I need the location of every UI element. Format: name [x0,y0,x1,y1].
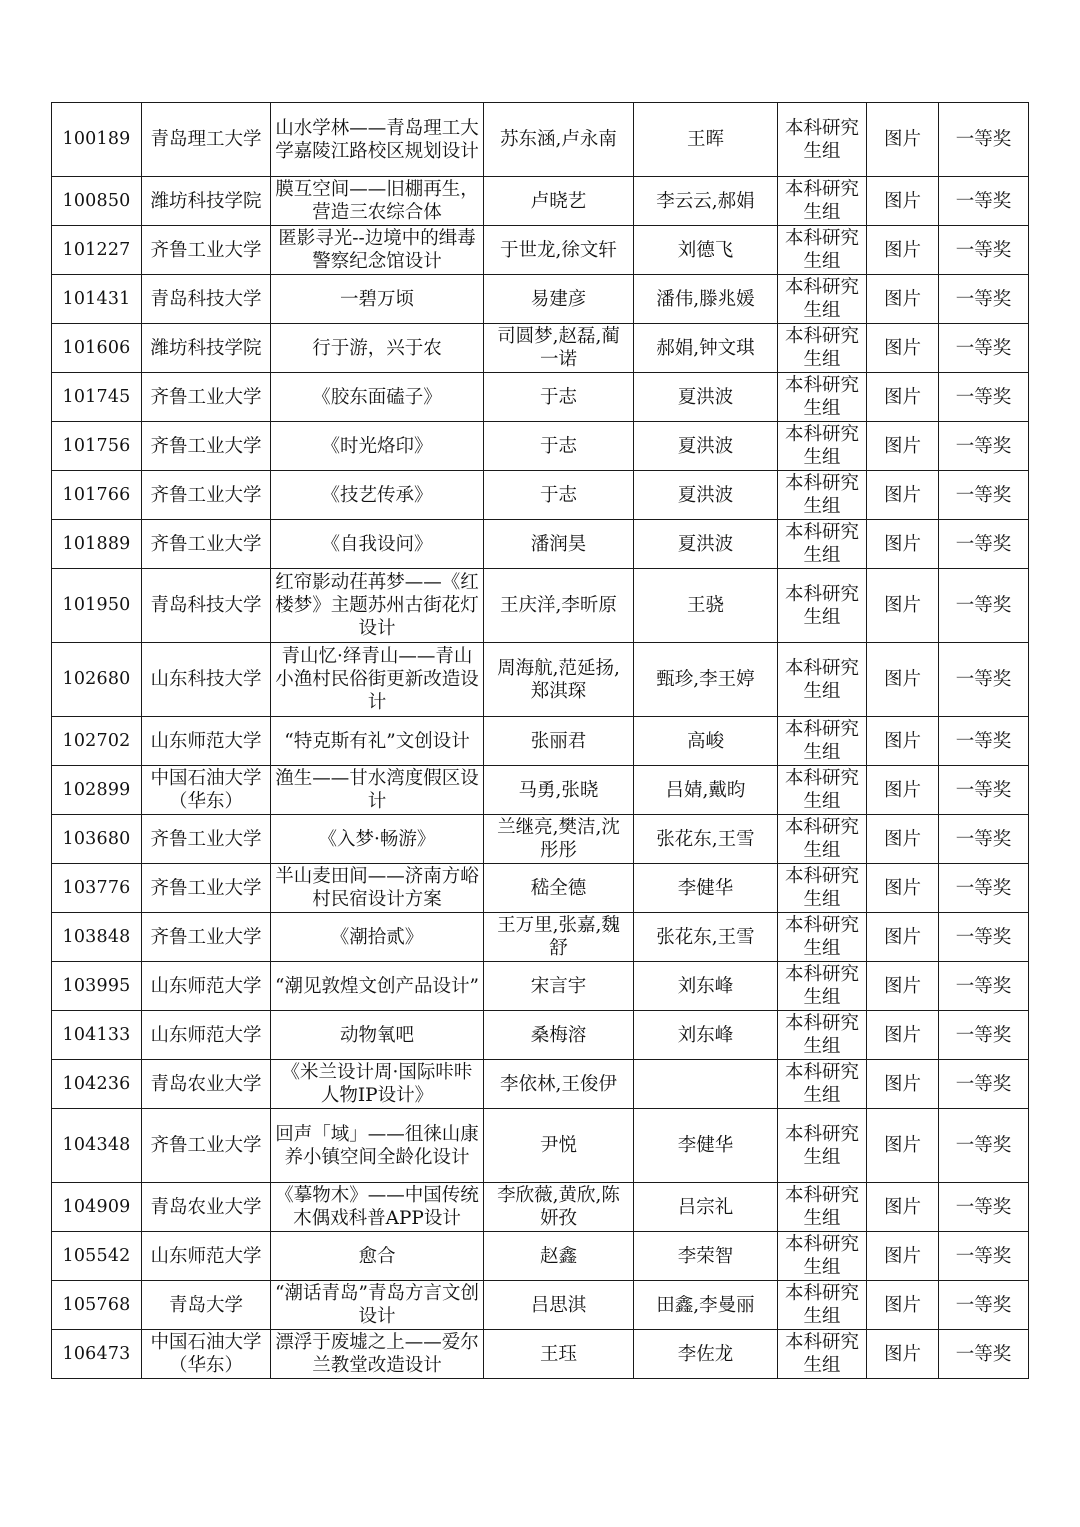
cell-work-title: 《米兰设计周·国际咔咔人物IP设计》 [271,1060,484,1109]
table-row [52,520,1029,569]
cell-authors: 李欣薇,黄欣,陈妍孜 [484,1183,634,1232]
cell-award: 一等奖 [939,717,1029,766]
cell-award: 一等奖 [939,569,1029,643]
cell-work-title: “潮话青岛”青岛方言文创设计 [271,1281,484,1330]
cell-category: 图片 [867,471,939,520]
cell-group: 本科研究生组 [778,324,867,373]
cell-group: 本科研究生组 [778,717,867,766]
table-row [52,1060,1029,1109]
cell-advisor: 郝娟,钟文琪 [634,324,778,373]
cell-advisor [634,1060,778,1109]
cell-award: 一等奖 [939,373,1029,422]
cell-school: 青岛农业大学 [142,1060,271,1109]
cell-work-title: 半山麦田间——济南方峪村民宿设计方案 [271,864,484,913]
cell-group: 本科研究生组 [778,520,867,569]
cell-group: 本科研究生组 [778,471,867,520]
cell-advisor: 李健华 [634,1109,778,1183]
cell-advisor: 刘东峰 [634,962,778,1011]
cell-award: 一等奖 [939,1232,1029,1281]
table-row [52,103,1029,177]
cell-award: 一等奖 [939,913,1029,962]
cell-award: 一等奖 [939,275,1029,324]
cell-category: 图片 [867,226,939,275]
cell-award: 一等奖 [939,324,1029,373]
cell-work-title: 行于游，兴于农 [271,324,484,373]
cell-authors: 兰继亮,樊洁,沈彤彤 [484,815,634,864]
cell-award: 一等奖 [939,520,1029,569]
table-row [52,766,1029,815]
cell-entry-id: 100850 [52,177,142,226]
cell-entry-id: 103680 [52,815,142,864]
cell-work-title: 漂浮于废墟之上——爱尔兰教堂改造设计 [271,1330,484,1379]
cell-category: 图片 [867,1060,939,1109]
cell-category: 图片 [867,1011,939,1060]
cell-authors: 王珏 [484,1330,634,1379]
cell-advisor: 夏洪波 [634,422,778,471]
cell-category: 图片 [867,962,939,1011]
cell-entry-id: 101950 [52,569,142,643]
cell-work-title: 回声「域」——徂徕山康养小镇空间全龄化设计 [271,1109,484,1183]
cell-group: 本科研究生组 [778,1232,867,1281]
cell-group: 本科研究生组 [778,864,867,913]
cell-award: 一等奖 [939,226,1029,275]
cell-authors: 卢晓艺 [484,177,634,226]
table-row [52,1183,1029,1232]
cell-authors: 司圆梦,赵磊,蔺一诺 [484,324,634,373]
cell-school: 齐鲁工业大学 [142,520,271,569]
cell-school: 山东师范大学 [142,717,271,766]
cell-award: 一等奖 [939,766,1029,815]
table-row [52,1330,1029,1379]
cell-award: 一等奖 [939,1060,1029,1109]
cell-award: 一等奖 [939,1330,1029,1379]
cell-entry-id: 104909 [52,1183,142,1232]
cell-work-title: “特克斯有礼”文创设计 [271,717,484,766]
cell-group: 本科研究生组 [778,1011,867,1060]
cell-advisor: 潘伟,滕兆媛 [634,275,778,324]
cell-school: 潍坊科技学院 [142,177,271,226]
cell-category: 图片 [867,815,939,864]
cell-award: 一等奖 [939,864,1029,913]
cell-authors: 宋言宇 [484,962,634,1011]
cell-work-title: 渔生——甘水湾度假区设计 [271,766,484,815]
cell-work-title: “潮见敦煌文创产品设计” [271,962,484,1011]
cell-advisor: 高峻 [634,717,778,766]
cell-school: 齐鲁工业大学 [142,226,271,275]
table-row [52,569,1029,643]
cell-authors: 周海航,范延扬,郑淇琛 [484,643,634,717]
cell-work-title: 《潮拾贰》 [271,913,484,962]
cell-work-title: 《时光烙印》 [271,422,484,471]
cell-group: 本科研究生组 [778,815,867,864]
cell-work-title: 《摹物木》——中国传统木偶戏科普APP设计 [271,1183,484,1232]
table-row [52,962,1029,1011]
cell-work-title: 《技艺传承》 [271,471,484,520]
table-row [52,422,1029,471]
cell-group: 本科研究生组 [778,226,867,275]
cell-entry-id: 101606 [52,324,142,373]
cell-category: 图片 [867,520,939,569]
cell-school: 青岛农业大学 [142,1183,271,1232]
cell-award: 一等奖 [939,1183,1029,1232]
cell-authors: 于志 [484,471,634,520]
cell-advisor: 刘东峰 [634,1011,778,1060]
cell-work-title: 青山忆·绎青山——青山小渔村民俗街更新改造设计 [271,643,484,717]
cell-work-title: 动物氧吧 [271,1011,484,1060]
cell-award: 一等奖 [939,643,1029,717]
cell-group: 本科研究生组 [778,103,867,177]
cell-work-title: 膜互空间——旧棚再生，营造三农综合体 [271,177,484,226]
table-row [52,717,1029,766]
cell-category: 图片 [867,177,939,226]
cell-award: 一等奖 [939,815,1029,864]
cell-category: 图片 [867,373,939,422]
cell-school: 齐鲁工业大学 [142,422,271,471]
cell-work-title: 《胶东面磕子》 [271,373,484,422]
cell-school: 中国石油大学（华东） [142,766,271,815]
cell-award: 一等奖 [939,1109,1029,1183]
cell-advisor: 王晖 [634,103,778,177]
cell-group: 本科研究生组 [778,1109,867,1183]
cell-category: 图片 [867,1232,939,1281]
table-row [52,1011,1029,1060]
cell-authors: 潘润昊 [484,520,634,569]
cell-advisor: 甄珍,李王婷 [634,643,778,717]
table-row [52,471,1029,520]
table-row [52,1109,1029,1183]
cell-advisor: 夏洪波 [634,373,778,422]
cell-advisor: 李佐龙 [634,1330,778,1379]
cell-work-title: 匿影寻光--边境中的缉毒警察纪念馆设计 [271,226,484,275]
cell-work-title: 一碧万顷 [271,275,484,324]
cell-entry-id: 106473 [52,1330,142,1379]
cell-school: 青岛科技大学 [142,275,271,324]
cell-authors: 苏东涵,卢永南 [484,103,634,177]
cell-school: 山东师范大学 [142,962,271,1011]
cell-work-title: 山水学林——青岛理工大学嘉陵江路校区规划设计 [271,103,484,177]
cell-authors: 于世龙,徐文轩 [484,226,634,275]
cell-entry-id: 104348 [52,1109,142,1183]
cell-authors: 王庆洋,李昕原 [484,569,634,643]
table-row [52,226,1029,275]
cell-group: 本科研究生组 [778,1183,867,1232]
cell-school: 齐鲁工业大学 [142,471,271,520]
cell-entry-id: 101766 [52,471,142,520]
cell-advisor: 张花东,王雪 [634,913,778,962]
cell-advisor: 吕宗礼 [634,1183,778,1232]
cell-award: 一等奖 [939,1011,1029,1060]
cell-school: 齐鲁工业大学 [142,864,271,913]
cell-advisor: 夏洪波 [634,471,778,520]
cell-school: 中国石油大学（华东） [142,1330,271,1379]
cell-advisor: 夏洪波 [634,520,778,569]
table-row [52,275,1029,324]
cell-category: 图片 [867,717,939,766]
cell-entry-id: 103848 [52,913,142,962]
cell-group: 本科研究生组 [778,1330,867,1379]
cell-authors: 张丽君 [484,717,634,766]
cell-entry-id: 101889 [52,520,142,569]
table-row [52,324,1029,373]
cell-work-title: 红帘影动茌苒梦——《红楼梦》主题苏州古街花灯设计 [271,569,484,643]
cell-category: 图片 [867,864,939,913]
cell-entry-id: 101431 [52,275,142,324]
cell-advisor: 李云云,郝娟 [634,177,778,226]
cell-authors: 桑梅溶 [484,1011,634,1060]
cell-authors: 易建彦 [484,275,634,324]
cell-group: 本科研究生组 [778,422,867,471]
cell-award: 一等奖 [939,962,1029,1011]
cell-advisor: 田鑫,李曼丽 [634,1281,778,1330]
table-row [52,815,1029,864]
cell-category: 图片 [867,324,939,373]
cell-school: 齐鲁工业大学 [142,815,271,864]
cell-entry-id: 101756 [52,422,142,471]
cell-category: 图片 [867,1183,939,1232]
cell-category: 图片 [867,1330,939,1379]
cell-advisor: 王骁 [634,569,778,643]
cell-category: 图片 [867,103,939,177]
awards-table [51,102,1029,1379]
cell-entry-id: 103995 [52,962,142,1011]
cell-work-title: 愈合 [271,1232,484,1281]
cell-award: 一等奖 [939,471,1029,520]
cell-advisor: 李荣智 [634,1232,778,1281]
cell-group: 本科研究生组 [778,962,867,1011]
awards-table-body [52,103,1029,1379]
cell-entry-id: 102899 [52,766,142,815]
cell-group: 本科研究生组 [778,1281,867,1330]
cell-group: 本科研究生组 [778,766,867,815]
cell-school: 青岛大学 [142,1281,271,1330]
cell-entry-id: 104133 [52,1011,142,1060]
table-row [52,1281,1029,1330]
cell-authors: 尹悦 [484,1109,634,1183]
cell-authors: 马勇,张晓 [484,766,634,815]
cell-school: 山东师范大学 [142,1232,271,1281]
cell-group: 本科研究生组 [778,643,867,717]
cell-entry-id: 101227 [52,226,142,275]
cell-group: 本科研究生组 [778,569,867,643]
cell-work-title: 《入梦·畅游》 [271,815,484,864]
cell-category: 图片 [867,569,939,643]
cell-group: 本科研究生组 [778,275,867,324]
cell-entry-id: 102702 [52,717,142,766]
cell-category: 图片 [867,913,939,962]
cell-authors: 于志 [484,373,634,422]
cell-category: 图片 [867,766,939,815]
cell-group: 本科研究生组 [778,373,867,422]
cell-group: 本科研究生组 [778,913,867,962]
cell-category: 图片 [867,1281,939,1330]
table-row [52,643,1029,717]
cell-advisor: 张花东,王雪 [634,815,778,864]
cell-group: 本科研究生组 [778,177,867,226]
cell-authors: 嵇全德 [484,864,634,913]
cell-authors: 于志 [484,422,634,471]
cell-school: 潍坊科技学院 [142,324,271,373]
cell-authors: 吕思淇 [484,1281,634,1330]
table-row [52,1232,1029,1281]
table-row [52,864,1029,913]
cell-authors: 王万里,张嘉,魏舒 [484,913,634,962]
cell-award: 一等奖 [939,103,1029,177]
cell-school: 青岛科技大学 [142,569,271,643]
table-row [52,177,1029,226]
cell-entry-id: 102680 [52,643,142,717]
cell-advisor: 吕婧,戴昀 [634,766,778,815]
cell-entry-id: 103776 [52,864,142,913]
cell-advisor: 刘德飞 [634,226,778,275]
table-row [52,373,1029,422]
cell-award: 一等奖 [939,422,1029,471]
cell-entry-id: 101745 [52,373,142,422]
cell-school: 齐鲁工业大学 [142,913,271,962]
cell-category: 图片 [867,1109,939,1183]
cell-entry-id: 105768 [52,1281,142,1330]
cell-school: 山东师范大学 [142,1011,271,1060]
table-row [52,913,1029,962]
cell-award: 一等奖 [939,1281,1029,1330]
cell-entry-id: 100189 [52,103,142,177]
cell-work-title: 《自我设问》 [271,520,484,569]
cell-advisor: 李健华 [634,864,778,913]
cell-school: 山东科技大学 [142,643,271,717]
cell-group: 本科研究生组 [778,1060,867,1109]
cell-school: 青岛理工大学 [142,103,271,177]
cell-authors: 赵鑫 [484,1232,634,1281]
cell-school: 齐鲁工业大学 [142,373,271,422]
cell-authors: 李依林,王俊伊 [484,1060,634,1109]
cell-entry-id: 104236 [52,1060,142,1109]
cell-school: 齐鲁工业大学 [142,1109,271,1183]
cell-entry-id: 105542 [52,1232,142,1281]
cell-award: 一等奖 [939,177,1029,226]
cell-category: 图片 [867,422,939,471]
cell-category: 图片 [867,643,939,717]
cell-category: 图片 [867,275,939,324]
